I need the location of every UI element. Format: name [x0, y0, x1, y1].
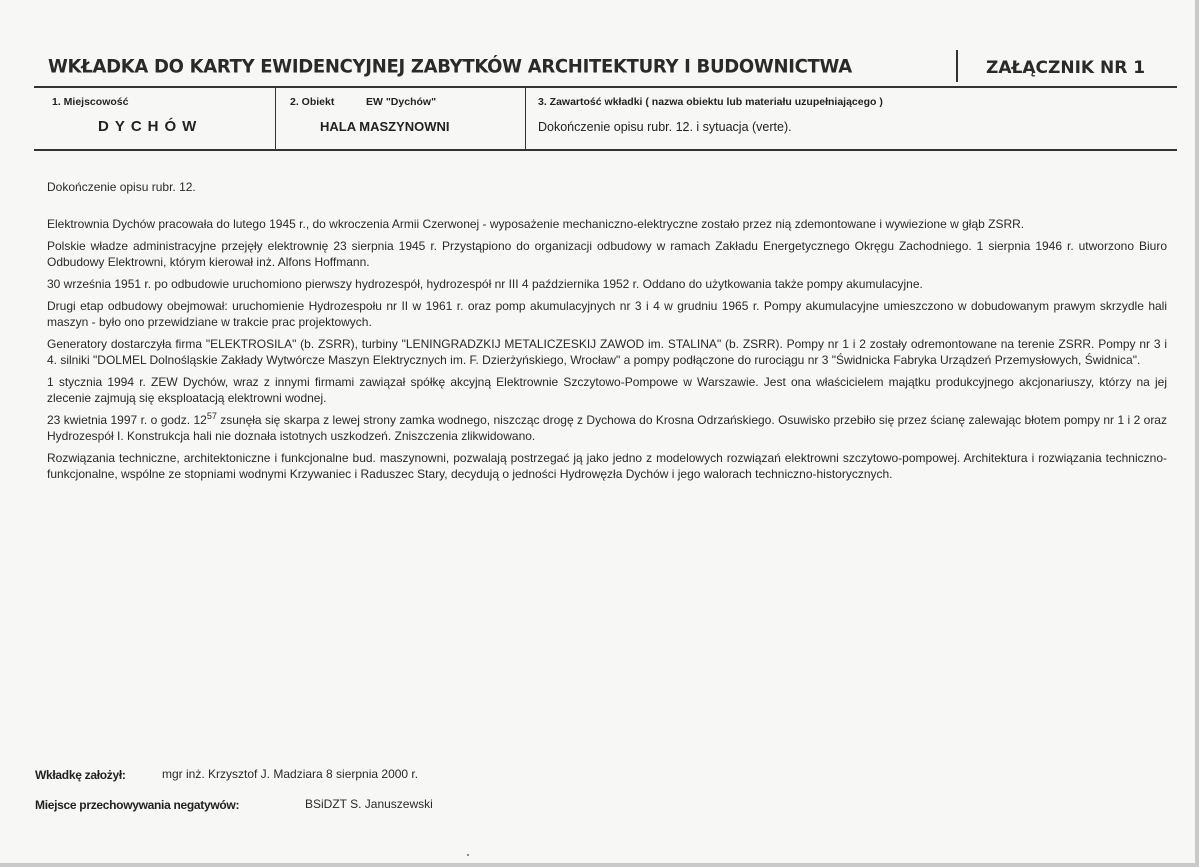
object-label: 2. Obiekt: [290, 96, 335, 108]
author-label: Wkładkę założył:: [35, 768, 126, 782]
section-title: Dokończenie opisu rubr. 12.: [47, 180, 196, 194]
paragraph-text: zsunęła się skarpa z lewej strony zamka wodnego, niszcząc drogę z Dychowa do Krosna Odrzańskiego. Osuwisko przebiło się przez ścianę zalewając błotem pompy nr 1 i 2 oraz Hydrozespół I. Konstrukcja hali nie doznała istotnych uszkodzeń. Zniszczenia zlikwidowano.: [47, 413, 1167, 443]
annex-number: ZAŁĄCZNIK NR 1: [986, 58, 1146, 78]
paragraph: Elektrownia Dychów pracowała do lutego 1945 r., do wkroczenia Armii Czerwonej - wyposażenie mechaniczno-elektryczne zostało przez nią zdemontowane i wywiezione w głąb ZSRR.: [47, 217, 1025, 231]
paragraph: Generatory dostarczyła firma "ELEKTROSILA" (b. ZSRR), turbiny "LENINGRADZKIJ METALICZESKIJ ZAWOD im. STALINA" (b. ZSRR). Pompy nr 1 i 2 zostały odremontowane na terenie ZSRR. Pompy nr 3 i 4. silniki "DOLMEL Dolnośląskie Zakłady Wytwórcze Maszyn Elektrycznych im. F. Dzierżyńskiego, Wrocław" a pompy podłączone do rurociągu nr 3 "Świdnicka Fabryka Urządzeń Przemysłowych, Świdnica".: [47, 337, 1167, 367]
object-name: EW "Dychów": [366, 96, 437, 108]
paragraph: 1 stycznia 1994 r. ZEW Dychów, wraz z innymi firmami zawiązał spółkę akcyjną Elektrownie Szczytowo-Pompowe w Warszawie. Jest ona właścicielem majątku produkcyjnego akcjonariuszy, którzy na jej zlecenie zajmują się eksploatacją elektrowni wodnej.: [47, 375, 1167, 405]
paragraph: 30 września 1951 r. po odbudowie uruchomiono pierwszy hydrozespół, hydrozespół nr III 4 października 1952 r. Oddano do użytkowania także pompy akumulacyjne.: [47, 277, 923, 291]
card-title: WKŁADKA DO KARTY EWIDENCYJNEJ ZABYTKÓW ARCHITEKTURY I BUDOWNICTWA: [48, 55, 852, 78]
paragraph: Polskie władze administracyjne przejęły elektrownię 23 sierpnia 1945 r. Przystąpiono do organizacji odbudowy w ramach Zakładu Energetycznego Okręgu Zachodniego. 1 sierpnia 1946 r. utworzono Biuro Odbudowy Elektrowni, którym kierował inż. Alfons Hoffmann.: [47, 239, 1167, 269]
storage-label: Miejsce przechowywania negatywów:: [35, 798, 240, 812]
paragraph-text: 23 kwietnia 1997 r. o godz. 12: [47, 413, 207, 427]
contents-label: 3. Zawartość wkładki ( nazwa obiektu lub materiału uzupełniającego ): [538, 96, 883, 108]
scan-speck: [467, 854, 469, 856]
header-divider: [956, 50, 958, 82]
column-divider: [275, 88, 276, 149]
time-superscript: 57: [206, 411, 217, 421]
paragraph: Rozwiązania techniczne, architektoniczne i funkcjonalne bud. maszynowni, pozwalają postrzegać ją jako jedno z modelowych rozwiązań elektrowni szczytowo-pompowej. Architektura i rozwiązania techniczno-funkcjonalne, wspólne ze stopniami wodnymi Krzywaniec i Raduszec Stary, decydują o jedności Hydrowęzła Dychów i jego walorach techniczno-historycznych.: [47, 451, 1167, 481]
place-value: DYCHÓW: [98, 118, 203, 135]
contents-value: Dokończenie opisu rubr. 12. i sytuacja (verte).: [538, 120, 792, 134]
place-label: 1. Miejscowość: [52, 96, 129, 108]
object-value: HALA MASZYNOWNI: [320, 119, 450, 134]
column-divider: [525, 88, 526, 149]
top-rule: [34, 86, 1177, 88]
bottom-rule: [34, 149, 1177, 151]
author-value: mgr inż. Krzysztof J. Madziara 8 sierpnia 2000 r.: [162, 767, 419, 781]
description-body: [47, 179, 1167, 488]
storage-value: BSiDZT S. Januszewski: [305, 797, 433, 811]
paragraph: [47, 412, 1167, 444]
paragraph: Drugi etap odbudowy obejmował: uruchomienie Hydrozespołu nr II w 1961 r. oraz pomp akumulacyjnych nr 3 i 4 w grudniu 1965 r. Pompy akumulacyjne umieszczono w dobudowanym prawym skrzydle hali maszyn - było ono przewidziane w trakcie prac projektowych.: [47, 299, 1167, 329]
